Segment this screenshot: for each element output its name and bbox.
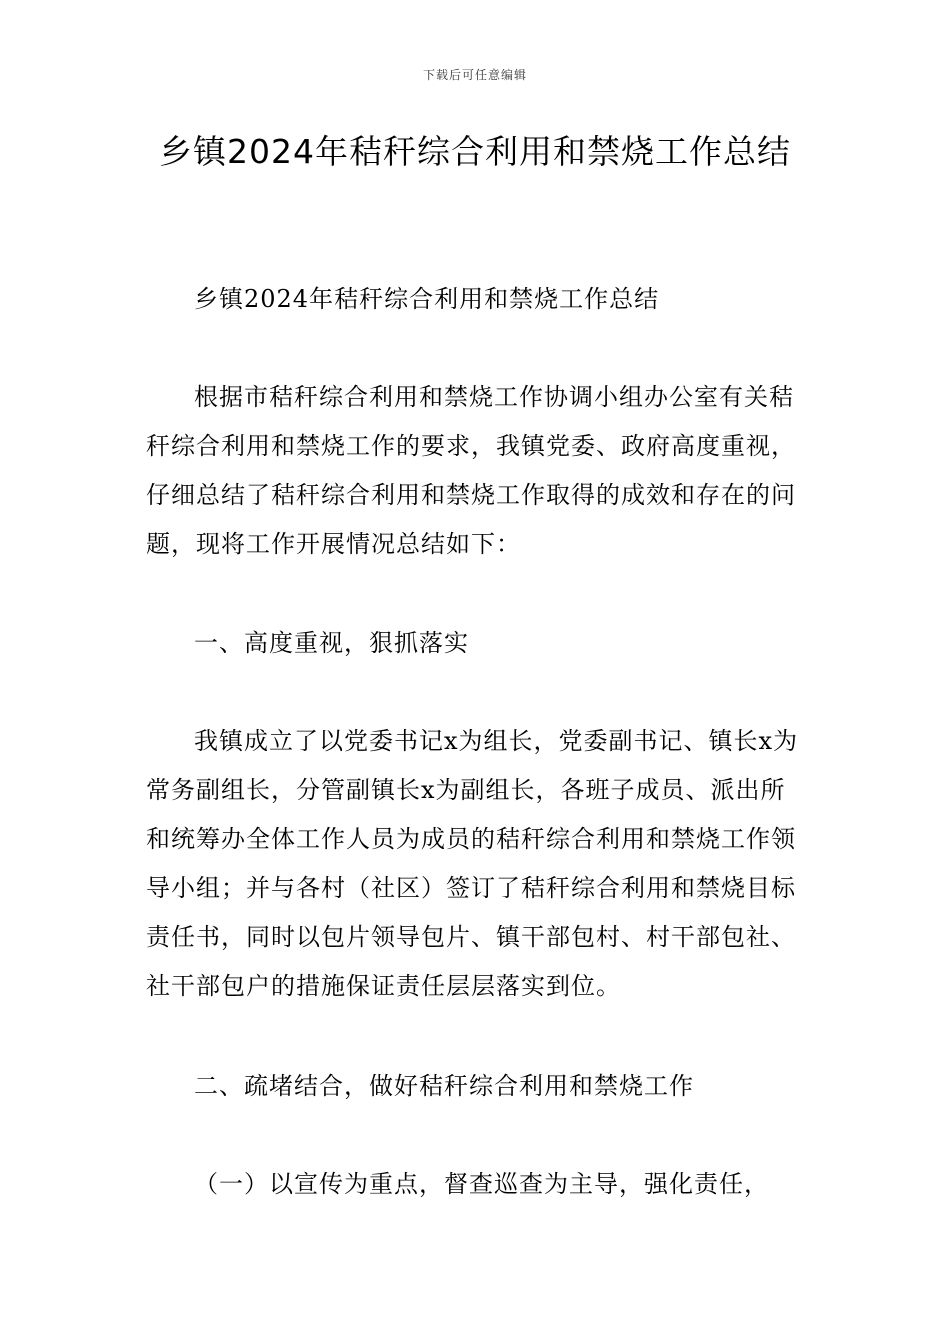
header-note: 下载后可任意编辑: [422, 68, 527, 82]
section-2-subheading-1: （一）以宣传为重点，督查巡查为主导，强化责任，: [194, 1170, 769, 1198]
section-1-paragraph: 我镇成立了以党委书记x为组长，党委副书记、镇长x为常务副组长，分管副镇长x为副组长，各班子成员、派出所和统筹办全体工作人员为成员的秸秆综合利用和禁烧工作领导小组；并与各村（社区）签订了秸秆综合利用和禁烧目标责任书，同时以包片领导包片、镇干部包村、村干部包社、社干部包户的措施保证责任层层落实到位。: [146, 727, 799, 1000]
intro-paragraph: 根据市秸秆综合利用和禁烧工作协调小组办公室有关秸秆综合利用和禁烧工作的要求，我镇党委、政府高度重视，仔细总结了秸秆综合利用和禁烧工作取得的成效和存在的问题，现将工作开展情况总结如下：: [146, 383, 796, 558]
section-2-heading: 二、疏堵结合，做好秸秆综合利用和禁烧工作: [194, 1072, 694, 1100]
document-title: 乡镇2024年秸秆综合利用和禁烧工作总结: [159, 132, 791, 171]
document-subtitle: 乡镇2024年秸秆综合利用和禁烧工作总结: [194, 285, 660, 313]
section-1-heading: 一、高度重视，狠抓落实: [194, 629, 469, 657]
